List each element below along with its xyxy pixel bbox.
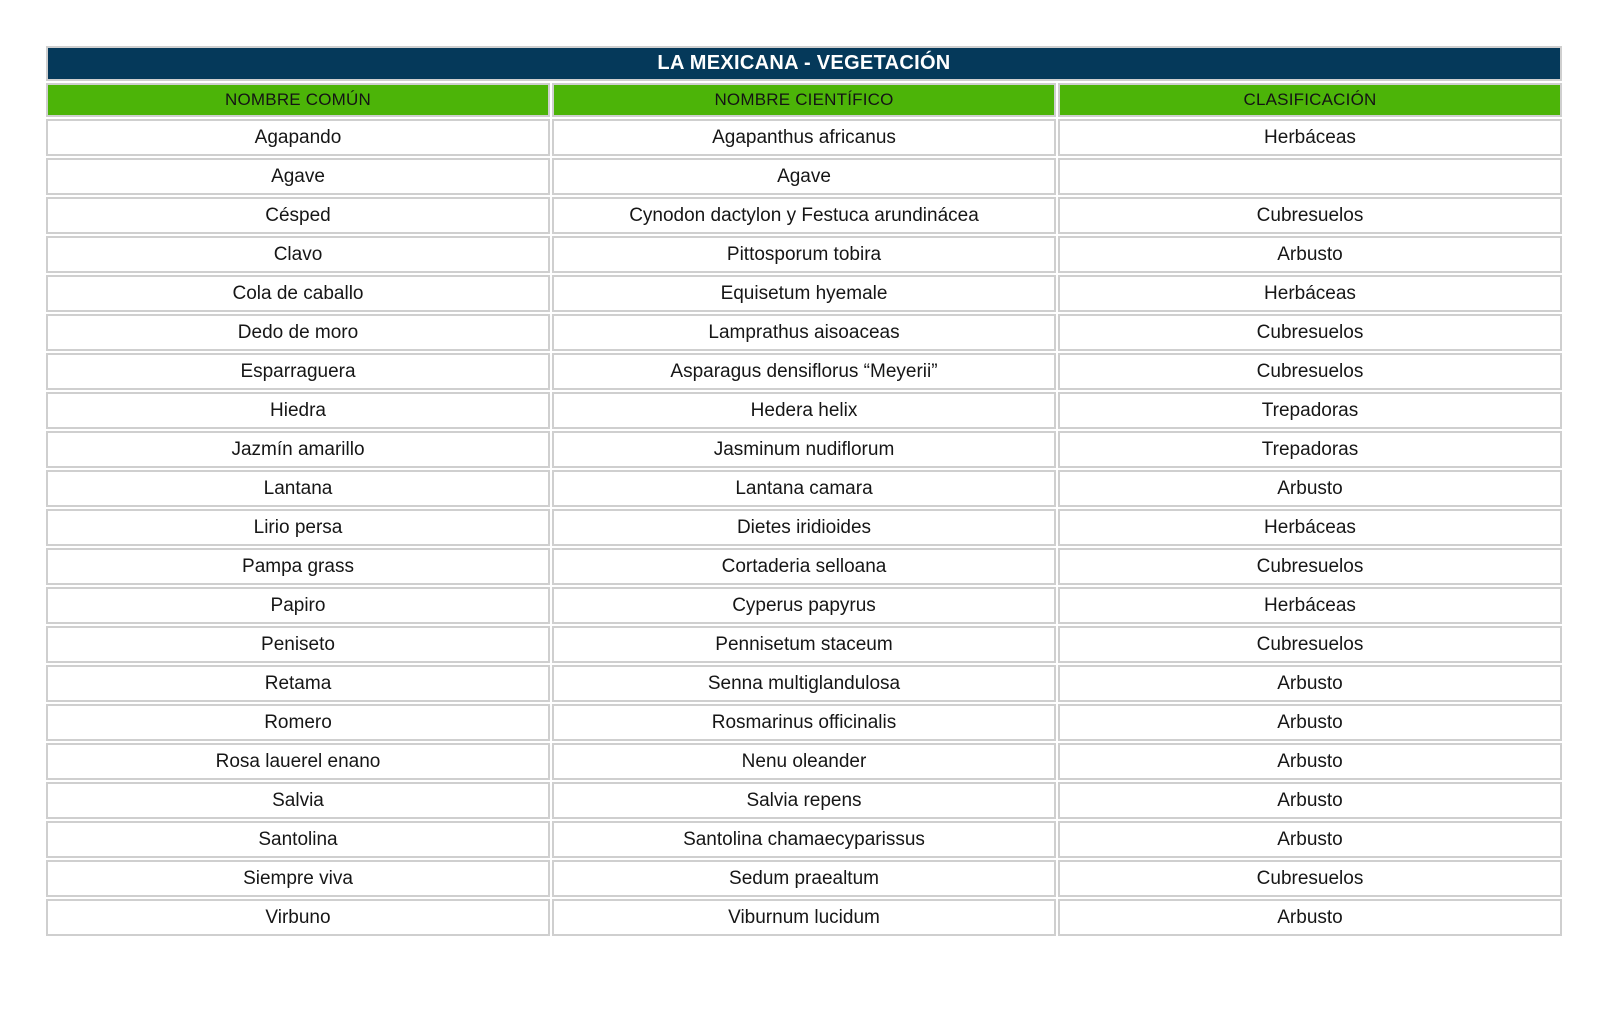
- title-row: [46, 46, 1562, 81]
- table-cell: Arbusto: [1058, 821, 1562, 858]
- table-cell: Clavo: [46, 236, 550, 273]
- table-cell: Cubresuelos: [1058, 353, 1562, 390]
- table-cell: Siempre viva: [46, 860, 550, 897]
- table-cell: Cubresuelos: [1058, 314, 1562, 351]
- table-cell: Cubresuelos: [1058, 548, 1562, 585]
- table-cell: Arbusto: [1058, 704, 1562, 741]
- table-cell: Herbáceas: [1058, 119, 1562, 156]
- table-cell: Nenu oleander: [552, 743, 1056, 780]
- table-cell: Pennisetum staceum: [552, 626, 1056, 663]
- column-header-nombre-cientifico: NOMBRE CIENTÍFICO: [552, 83, 1056, 117]
- table-row: [46, 275, 1562, 312]
- table-cell: Santolina: [46, 821, 550, 858]
- table-cell: Santolina chamaecyparissus: [552, 821, 1056, 858]
- table-cell: Herbáceas: [1058, 275, 1562, 312]
- table-cell: Arbusto: [1058, 236, 1562, 273]
- table-cell: Lantana: [46, 470, 550, 507]
- table-row: [46, 665, 1562, 702]
- table-cell: Césped: [46, 197, 550, 234]
- table-cell: Equisetum hyemale: [552, 275, 1056, 312]
- table-cell: Peniseto: [46, 626, 550, 663]
- table-cell: Salvia repens: [552, 782, 1056, 819]
- table-row: [46, 119, 1562, 156]
- table-cell: Hiedra: [46, 392, 550, 429]
- table-cell: Cynodon dactylon y Festuca arundinácea: [552, 197, 1056, 234]
- table-cell: Jasminum nudiflorum: [552, 431, 1056, 468]
- table-cell: Salvia: [46, 782, 550, 819]
- table-row: [46, 509, 1562, 546]
- table-cell: Agave: [46, 158, 550, 195]
- table-cell: Esparraguera: [46, 353, 550, 390]
- table-cell: Cubresuelos: [1058, 626, 1562, 663]
- table-cell: Senna multiglandulosa: [552, 665, 1056, 702]
- table-row: [46, 470, 1562, 507]
- table-cell: Cola de caballo: [46, 275, 550, 312]
- table-cell: Cubresuelos: [1058, 860, 1562, 897]
- table-row: [46, 431, 1562, 468]
- table-cell: Virbuno: [46, 899, 550, 936]
- table-cell: Arbusto: [1058, 665, 1562, 702]
- table-cell: Papiro: [46, 587, 550, 624]
- table-row: [46, 236, 1562, 273]
- table-cell: Arbusto: [1058, 470, 1562, 507]
- table-cell: Dedo de moro: [46, 314, 550, 351]
- table-body: [46, 119, 1562, 936]
- table-row: [46, 353, 1562, 390]
- table-cell: Pittosporum tobira: [552, 236, 1056, 273]
- table-cell: Agapando: [46, 119, 550, 156]
- table-row: [46, 587, 1562, 624]
- column-header-row: [46, 83, 1562, 117]
- table-row: [46, 782, 1562, 819]
- table-row: [46, 158, 1562, 195]
- table-row: [46, 704, 1562, 741]
- table-cell: Arbusto: [1058, 743, 1562, 780]
- table-cell: Hedera helix: [552, 392, 1056, 429]
- table-cell: Rosa lauerel enano: [46, 743, 550, 780]
- table-cell: Asparagus densiflorus “Meyerii”: [552, 353, 1056, 390]
- table-cell: Sedum praealtum: [552, 860, 1056, 897]
- table-cell: Viburnum lucidum: [552, 899, 1056, 936]
- table-row: [46, 314, 1562, 351]
- table-cell: Arbusto: [1058, 899, 1562, 936]
- table-cell: Jazmín amarillo: [46, 431, 550, 468]
- table-cell: Lamprathus aisoaceas: [552, 314, 1056, 351]
- table-cell: Lirio persa: [46, 509, 550, 546]
- table-cell: Agapanthus africanus: [552, 119, 1056, 156]
- table-cell: Agave: [552, 158, 1056, 195]
- vegetation-table-container: [44, 44, 1564, 938]
- table-cell: [1058, 158, 1562, 195]
- table-cell: Herbáceas: [1058, 587, 1562, 624]
- table-row: [46, 743, 1562, 780]
- table-row: [46, 197, 1562, 234]
- table-row: [46, 392, 1562, 429]
- table-cell: Romero: [46, 704, 550, 741]
- vegetation-table: [44, 44, 1564, 938]
- table-row: [46, 548, 1562, 585]
- table-cell: Trepadoras: [1058, 431, 1562, 468]
- table-cell: Cortaderia selloana: [552, 548, 1056, 585]
- table-cell: Cubresuelos: [1058, 197, 1562, 234]
- table-cell: Lantana camara: [552, 470, 1056, 507]
- table-cell: Pampa grass: [46, 548, 550, 585]
- table-cell: Cyperus papyrus: [552, 587, 1056, 624]
- table-title: LA MEXICANA - VEGETACIÓN: [46, 46, 1562, 81]
- table-cell: Retama: [46, 665, 550, 702]
- table-row: [46, 821, 1562, 858]
- table-cell: Trepadoras: [1058, 392, 1562, 429]
- column-header-nombre-comun: NOMBRE COMÚN: [46, 83, 550, 117]
- table-row: [46, 626, 1562, 663]
- column-header-clasificacion: CLASIFICACIÓN: [1058, 83, 1562, 117]
- table-cell: Arbusto: [1058, 782, 1562, 819]
- table-cell: Rosmarinus officinalis: [552, 704, 1056, 741]
- table-cell: Dietes iridioides: [552, 509, 1056, 546]
- table-row: [46, 860, 1562, 897]
- table-row: [46, 899, 1562, 936]
- table-cell: Herbáceas: [1058, 509, 1562, 546]
- table-head: [46, 46, 1562, 117]
